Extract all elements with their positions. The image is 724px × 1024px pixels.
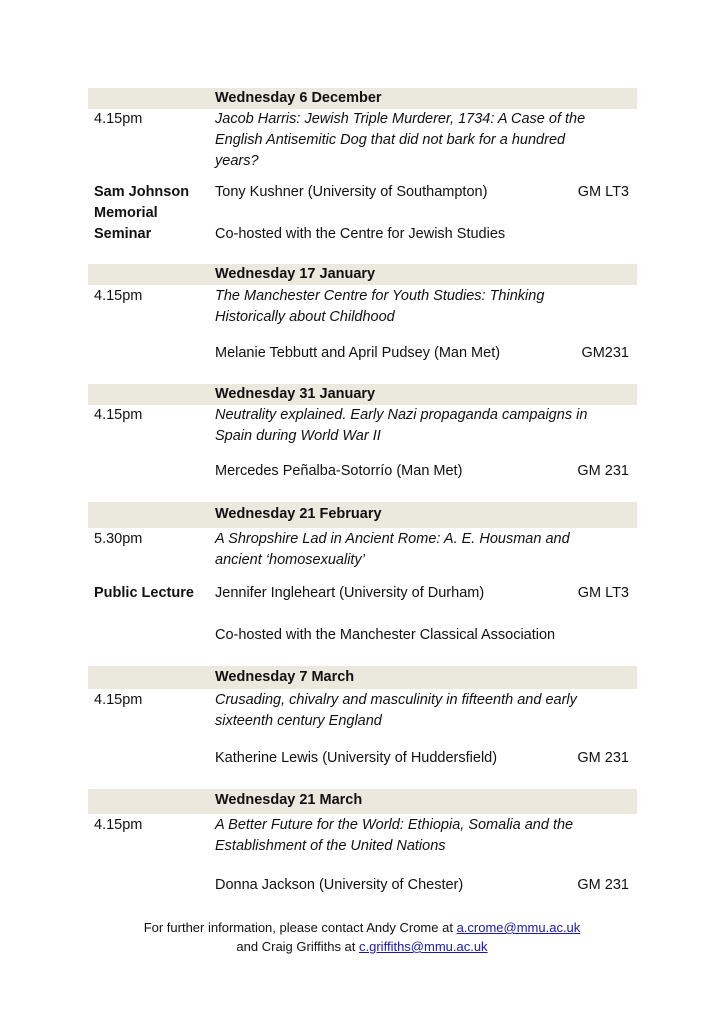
footer-text: For further information, please contact Andy Crome at: [143, 920, 457, 935]
email-link-crome[interactable]: a.crome@mmu.ac.uk: [456, 920, 581, 935]
event-room: GM 231: [577, 750, 629, 766]
event-time: 4.15pm: [94, 407, 143, 423]
event-label: Seminar: [94, 226, 152, 242]
event-speaker: Melanie Tebbutt and April Pudsey (Man Met): [215, 345, 501, 361]
email-link-griffiths[interactable]: c.griffiths@mmu.ac.uk: [359, 939, 488, 954]
footer-text: and Craig Griffiths at: [236, 939, 360, 954]
event-title: A Shropshire Lad in Ancient Rome: A. E. Housman and: [215, 531, 570, 547]
event-room: GM LT3: [577, 585, 629, 601]
event-date: Wednesday 17 January: [215, 266, 376, 282]
event-time: 4.15pm: [94, 111, 143, 127]
event-time: 4.15pm: [94, 817, 143, 833]
event-room: GM LT3: [577, 184, 629, 200]
event-speaker: Jennifer Ingleheart (University of Durham): [215, 585, 485, 601]
event-cohost: Co-hosted with the Manchester Classical Association: [215, 627, 556, 643]
event-time: 4.15pm: [94, 288, 143, 304]
event-title: Establishment of the United Nations: [215, 838, 446, 854]
footer-line-1: [0, 918, 724, 937]
event-title: Historically about Childhood: [215, 309, 395, 325]
event-title: A Better Future for the World: Ethiopia, Somalia and the: [215, 817, 574, 833]
event-speaker: Tony Kushner (University of Southampton): [215, 184, 488, 200]
event-title: Crusading, chivalry and masculinity in fifteenth and early: [215, 692, 577, 708]
footer-line-2: [0, 937, 724, 956]
event-speaker: Donna Jackson (University of Chester): [215, 877, 464, 893]
event-title: Neutrality explained. Early Nazi propaganda campaigns in: [215, 407, 588, 423]
event-title: English Antisemitic Dog that did not bark for a hundred: [215, 132, 566, 148]
event-date: Wednesday 21 February: [215, 506, 382, 522]
event-title: Spain during World War II: [215, 428, 381, 444]
event-label: Sam Johnson: [94, 184, 190, 200]
event-title: sixteenth century England: [215, 713, 382, 729]
event-cohost: Co-hosted with the Centre for Jewish Studies: [215, 226, 506, 242]
event-time: 5.30pm: [94, 531, 143, 547]
event-title: Jacob Harris: Jewish Triple Murderer, 1734: A Case of the: [215, 111, 586, 127]
event-date: Wednesday 21 March: [215, 792, 363, 808]
date-band: [88, 666, 637, 689]
event-label: Public Lecture: [94, 585, 194, 601]
event-date: Wednesday 31 January: [215, 386, 376, 402]
event-date: Wednesday 7 March: [215, 669, 355, 685]
event-speaker: Mercedes Peñalba-Sotorrío (Man Met): [215, 463, 463, 479]
event-title: The Manchester Centre for Youth Studies: Thinking: [215, 288, 545, 304]
event-room: GM231: [581, 345, 629, 361]
event-room: GM 231: [577, 463, 629, 479]
event-label: Memorial: [94, 205, 158, 221]
event-title: ancient ‘homosexuality’: [215, 552, 365, 568]
event-speaker: Katherine Lewis (University of Huddersfield): [215, 750, 498, 766]
event-room: GM 231: [577, 877, 629, 893]
event-date: Wednesday 6 December: [215, 90, 382, 106]
event-title: years?: [215, 153, 259, 169]
date-band: [88, 789, 637, 814]
event-time: 4.15pm: [94, 692, 143, 708]
